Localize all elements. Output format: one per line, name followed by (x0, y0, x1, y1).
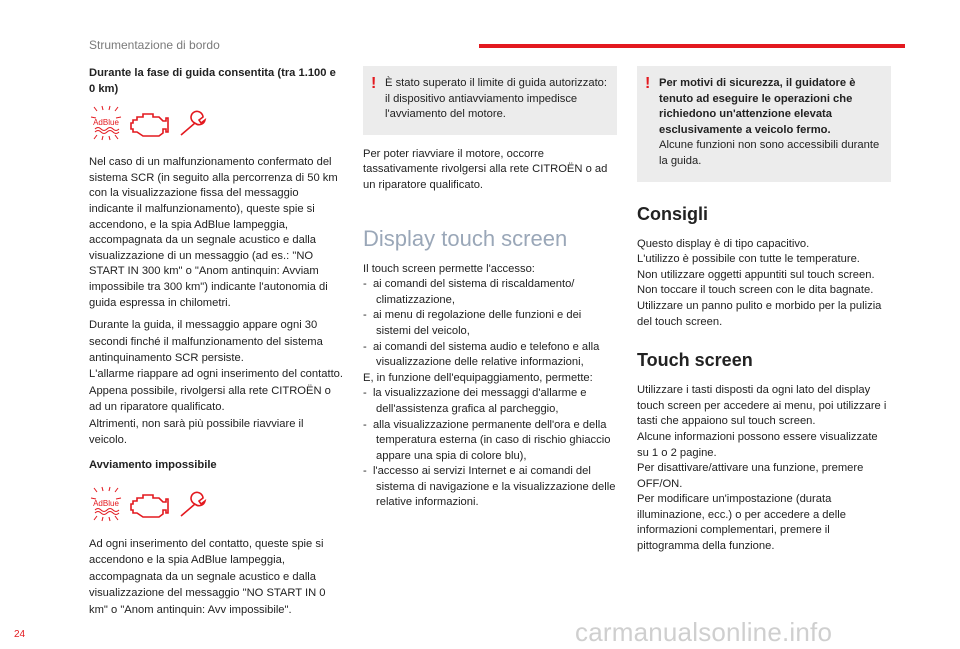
adblue-label: AdBlue (93, 498, 119, 508)
safety-warning-text: Per motivi di sicurezza, il guidatore è tenuto ad eseguire le operazioni che richiedono un'attenzione elevata esclusivamente a veicolo fermo. (659, 77, 856, 136)
contact-dealer-text: Appena possibile, rivolgersi alla rete CITROËN o ad un riparatore qualificato. (89, 384, 331, 414)
warning-box-safety (637, 66, 891, 182)
page-number: 24 (14, 629, 26, 640)
warning-lamps-row-2 (89, 486, 343, 526)
warning-lamps-row-1 (89, 105, 343, 145)
wrench-icon (181, 492, 205, 516)
scr-malfunction-text: Nel caso di un malfunzionamento confermato del sistema SCR (in seguito alla percorrenza di 50 km con la visualizzazione fissa del messaggio indicante il malfunzionamento), queste spie si accendono, e la spia AdBlue lampeggia, accompagnata da un segnale acustico e dalla visualizzazione di un messaggio (ad es.: "NO START IN 300 km" o "Anom antinquin: Avviam impossibile tra 300 km") indicante l'autonomia di guida espressa in chilometri. (89, 156, 338, 309)
running-header: Strumentazione di bordo (89, 38, 220, 52)
exclamation-icon: ! (371, 75, 377, 92)
touch-line: Per disattivare/attivare una funzione, premere OFF/ON. (637, 462, 864, 490)
limit-exceeded-text: È stato superato il limite di guida autorizzato: il dispositivo antiavviamento impedisce l'avviamento del motore. (385, 77, 608, 121)
consigli-line: Non toccare il touch screen con le dita bagnate. (637, 284, 874, 297)
display-touch-heading: Display touch screen (363, 225, 568, 251)
engine-icon (131, 114, 168, 136)
touch-line: Alcune informazioni possono essere visualizzate su 1 o 2 pagine. (637, 430, 878, 459)
list-item: - la visualizzazione dei messaggi d'allarme e dell'assistenza grafica al parcheggio, (363, 387, 587, 415)
column-middle (363, 66, 617, 511)
restart-engine-text: Per poter riavviare il motore, occorre tassativamente rivolgersi alla rete CITROËN o ad un riparatore qualificato. (363, 147, 608, 191)
alarm-repeat-text: L'allarme riappare ad ogni inserimento del contatto. (89, 368, 344, 381)
restart-impossible-text: Altrimenti, non sarà più possibile riavviare il veicolo. (89, 417, 304, 446)
touch-screen-heading: Touch screen (637, 350, 753, 371)
start-impossible-heading: Avviamento impossibile (89, 459, 217, 472)
functions-unavailable-text: Alcune funzioni non sono accessibili durante la guida. (659, 139, 880, 167)
touch-line: Utilizzare i tasti disposti da ogni lato del display touch screen per accedere ai menu, poi utilizzare i tasti che appaiono sul touch screen. (637, 384, 887, 428)
consigli-heading: Consigli (637, 203, 708, 224)
consigli-line: Non utilizzare oggetti appuntiti sul touch screen. (637, 268, 875, 281)
exclamation-icon: ! (645, 75, 651, 92)
start-impossible-text: Ad ogni inserimento del contatto, queste spie si accendono e la spia AdBlue lampeggia, accompagnata da un segnale acustico e dalla visualizzazione del messaggio "NO START IN 0 km" o "Anom antinquin: Avv impossibile". (89, 537, 326, 616)
consigli-line: L'utilizzo è possibile con tutte le temperature. (637, 253, 860, 266)
touch-intro-text: Il touch screen permette l'accesso: (363, 262, 535, 275)
equipment-intro-text: E, in funzione dell'equipaggiamento, permette: (363, 371, 593, 384)
list-item: - ai comandi del sistema audio e telefono e alla visualizzazione delle relative informazioni, (363, 340, 600, 369)
consigli-line: Utilizzare un panno pulito e morbido per la pulizia del touch screen. (637, 299, 882, 328)
list-item: - ai menu di regolazione delle funzioni e dei sistemi del veicolo, (363, 309, 582, 337)
warning-lamps-icons-2 (89, 486, 239, 526)
touch-line: Per modificare un'impostazione (durata illuminazione, ecc.) o per accedere a delle informazioni complementari, premere il pittogramma della funzione. (637, 493, 846, 553)
adblue-label: AdBlue (93, 118, 119, 128)
header-accent-bar (479, 44, 905, 48)
adblue-icon (91, 487, 121, 521)
message-interval-text: Durante la guida, il messaggio appare ogni 30 secondi finché il malfunzionamento del sistema antinquinamento SCR persiste. (89, 319, 323, 364)
watermark: carmanualsonline.info (575, 617, 833, 647)
warning-box-limit (363, 66, 617, 135)
column-left (89, 66, 343, 618)
driving-phase-heading: Durante la fase di guida consentita (tra 1.100 e 0 km) (89, 67, 336, 95)
adblue-icon (91, 106, 121, 140)
warning-lamps-icons (89, 105, 239, 145)
list-item: - l'accesso ai servizi Internet e ai comandi del sistema di navigazione e la visualizzazione delle relative informazioni. (363, 465, 616, 509)
column-right (637, 66, 891, 555)
wrench-icon (181, 112, 205, 136)
engine-icon (131, 495, 168, 517)
consigli-line: Questo display è di tipo capacitivo. (637, 237, 810, 250)
list-item: - alla visualizzazione permanente dell'ora e della temperatura esterna (in caso di rischio ghiaccio appare una spia di colore blu), (363, 418, 611, 462)
list-item: - ai comandi del sistema di riscaldamento/ climatizzazione, (363, 278, 575, 306)
